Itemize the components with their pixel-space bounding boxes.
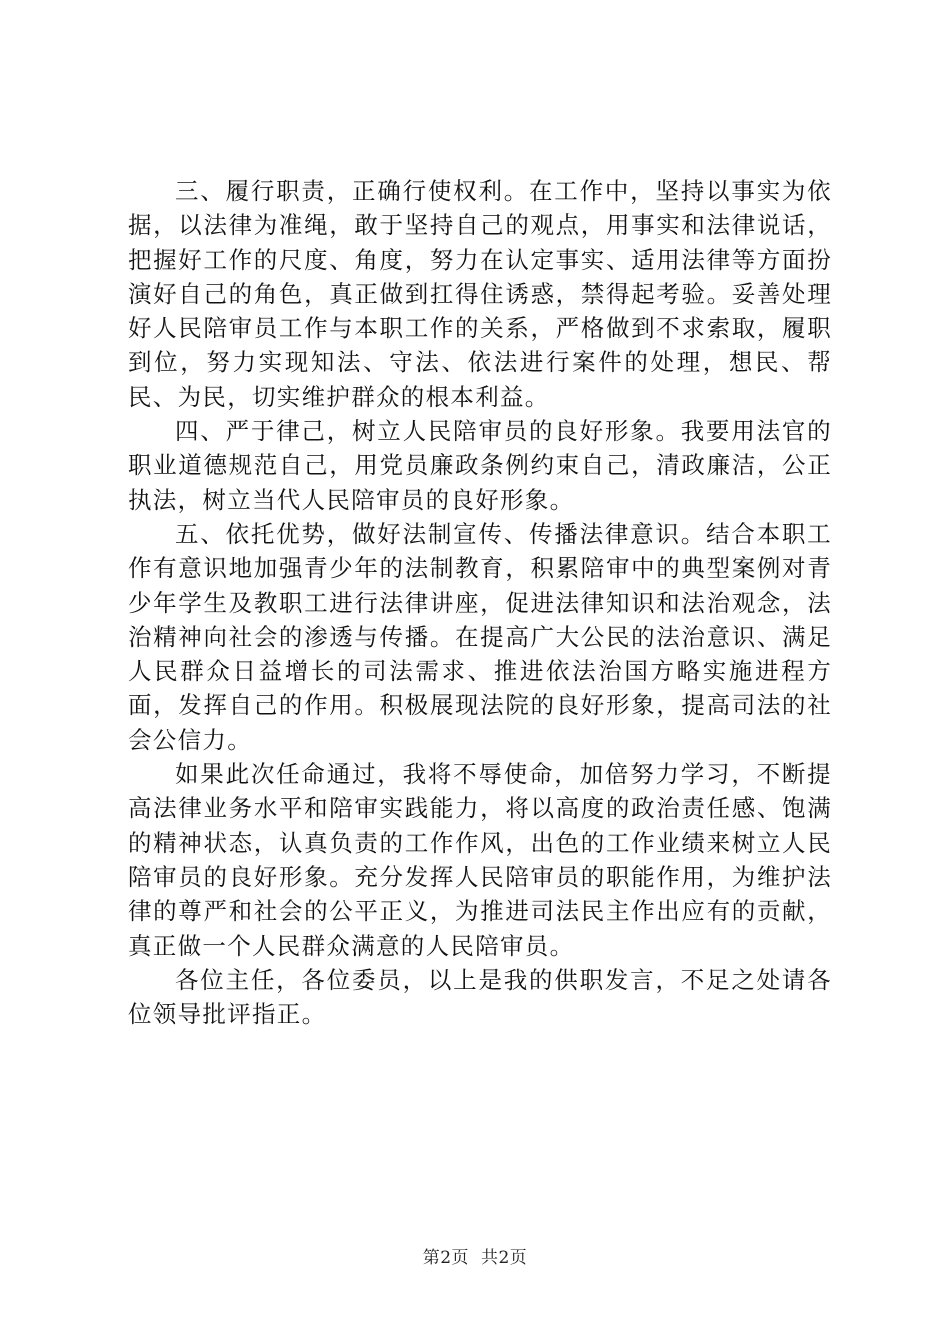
paragraph-legal-publicity: 五、依托优势，做好法制宣传、传播法律意识。结合本职工作有意识地加强青少年的法制教育，积累陪审中的典型案例对青少年学生及教职工进行法律讲座，促进法律知识和法治观念，法治精神向社会的渗透与传播。在提高广大公民的法治意识、满足人民群众日益增长的司法需求、推进依法治国方略实施进程方面，发挥自己的作用。积极展现法院的良好形象，提高司法的社会公信力。 (128, 519, 832, 754)
paragraph-duties: 三、履行职责，正确行使权利。在工作中，坚持以事实为依据，以法律为准绳，敢于坚持自己的观点，用事实和法律说话，把握好工作的尺度、角度，努力在认定事实、适用法律等方面扮演好自己的角色，真正做到扛得住诱惑，禁得起考验。妥善处理好人民陪审员工作与本职工作的关系，严格做到不求索取，履职到位，努力实现知法、守法、依法进行案件的处理，想民、帮民、为民，切实维护群众的根本利益。 (128, 177, 832, 411)
page-total: 共2页 (480, 1248, 528, 1268)
paragraph-closing: 各位主任，各位委员，以上是我的供职发言，不足之处请各位领导批评指正。 (128, 965, 832, 1029)
paragraph-self-discipline: 四、严于律己，树立人民陪审员的良好形象。我要用法官的职业道德规范自己，用党员廉政条例约束自己，清政廉洁，公正执法，树立当代人民陪审员的良好形象。 (128, 417, 832, 514)
paragraph-commitment: 如果此次任命通过，我将不辱使命，加倍努力学习，不断提高法律业务水平和陪审实践能力，将以高度的政治责任感、饱满的精神状态，认真负责的工作作风，出色的工作业绩来树立人民陪审员的良好形象。充分发挥人民陪审员的职能作用，为维护法律的尊严和社会的公平正义，为推进司法民主作出应有的贡献，真正做一个人民群众满意的人民陪审员。 (128, 760, 832, 960)
document-body (128, 174, 832, 1031)
page-footer (0, 1243, 950, 1268)
page-number: 第2页 (422, 1248, 470, 1268)
